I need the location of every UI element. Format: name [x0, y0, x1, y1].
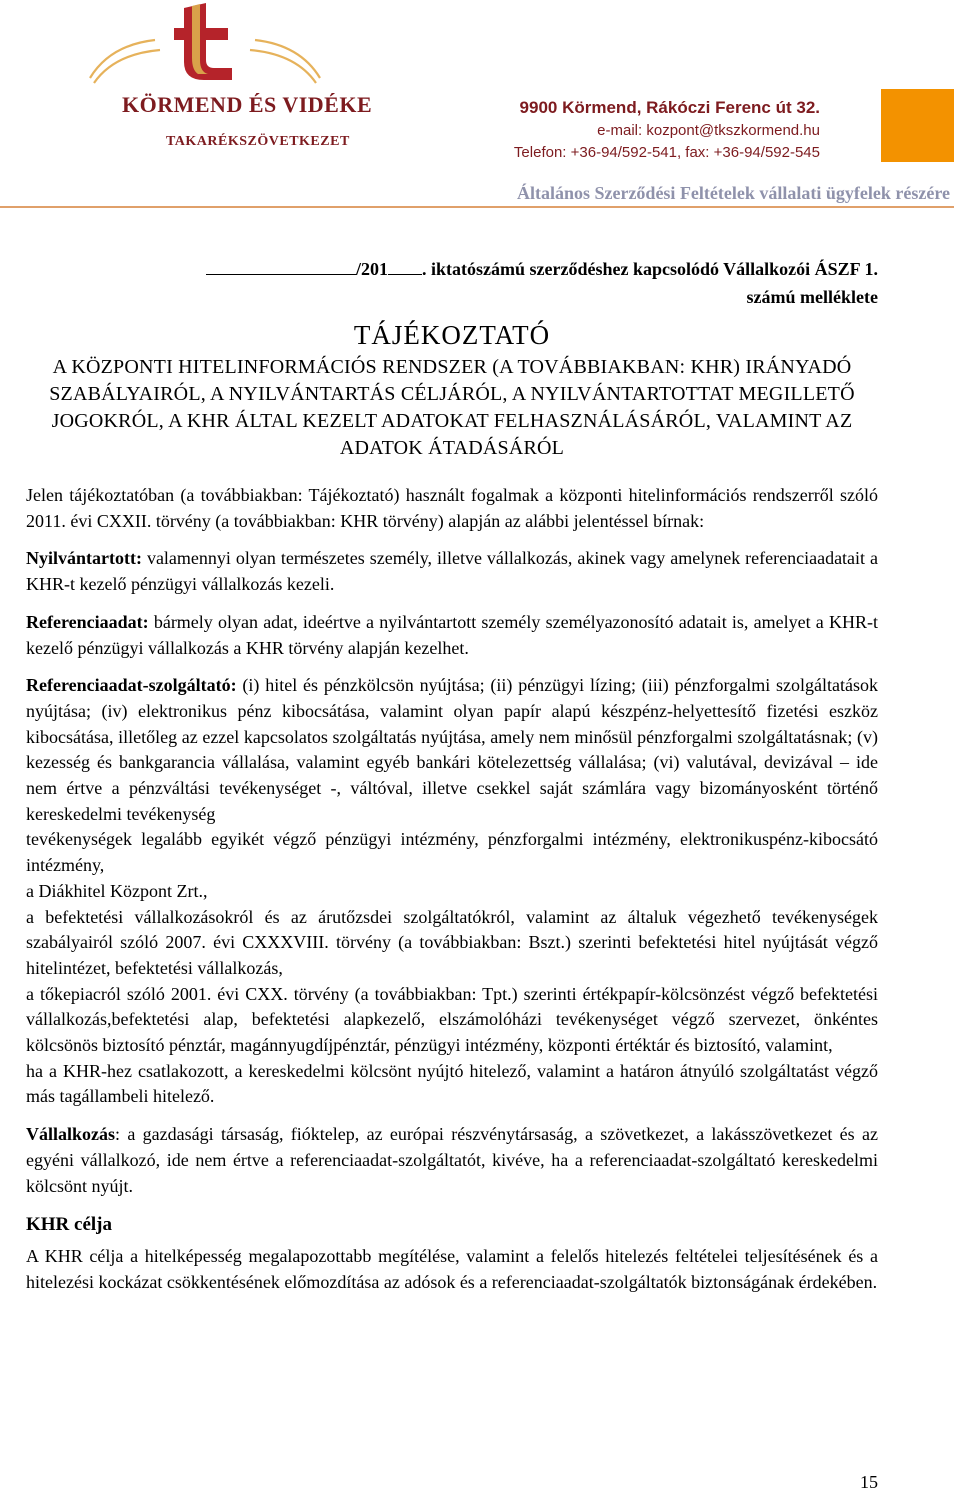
- definition-text: : a gazdasági társaság, fióktelep, az európai részvénytársaság, a szövetkezet, a lakásszövetkezet és az egyéni vállalkozó, ide nem értve a referenciaadat-szolgáltatót, kivéve, ha a referenciaadat-szolgáltató kereskedelmi kölcsönt nyújt.: [26, 1124, 878, 1196]
- definition-line: a tőkepiacról szóló 2001. évi CXX. törvény (a továbbiakban: Tpt.) szerinti értékpapír-kölcsönzést végző befektetési vállalkozás,befektetési alap, befektetési alapkezelő, elszámolóházi tevékenységet végző szervezet, önkéntes kölcsönös biztosító pénztár, magánnyugdíjpénztár, pénzügyi intézmény, központi értéktár és biztosító, valamint,: [26, 983, 878, 1056]
- definition-referenciaadat-szolgaltato: [26, 673, 878, 827]
- document-body: [26, 483, 878, 1296]
- definition-nyilvantartott: [26, 546, 878, 597]
- reference-year: /201: [355, 259, 388, 279]
- document-title: TÁJÉKOZTATÓ: [353, 320, 551, 350]
- definition-term: Referenciaadat:: [26, 611, 149, 632]
- definition-term: Vállalkozás: [26, 1124, 116, 1145]
- email: e-mail: kozpont@tkszkormend.hu: [597, 122, 820, 139]
- reference-text: . iktatószámú szerződéshez kapcsolódó Vállalkozói ÁSZF 1.: [421, 259, 878, 279]
- definition-line: a befektetési vállalkozásokról és az árutőzsdei szolgáltatókról, valamint az általuk végezhető tevékenységek szabályairól szóló 2007. évi CXXXVIII. törvény (a továbbiakban: Bszt.) szerinti befektetési hitel nyújtását végző hitelintézet, befektetési vállalkozás,: [26, 906, 878, 978]
- header-subtitle: Általános Szerződési Feltételek vállalati ügyfelek részére: [516, 183, 950, 203]
- definition-term: Nyilvántartott:: [26, 548, 142, 569]
- section-paragraph: A KHR célja a hitelképesség megalapozottabb megítélése, valamint a felelős hitelezés feltételei teljesítésének és a hitelezési kockázat csökkentésének előmozdítása az adósok és a referenciaadat-szolgáltatók biztonságának érdekében.: [26, 1246, 878, 1292]
- logo-emblem-icon: [80, 0, 340, 95]
- logo: [60, 0, 373, 160]
- definition-text: bármely olyan adat, ideértve a nyilvántartott személy személyazonosító adatait is, amelyet a KHR-t kezelő pénzügyi vállalkozás a KHR törvény alapján kezelhet.: [26, 611, 878, 658]
- definition-vallalkozas: [26, 1122, 878, 1199]
- definition-referenciaadat: [26, 610, 878, 661]
- page-number: 15: [860, 1472, 878, 1492]
- definition-line: ha a KHR-hez csatlakozott, a kereskedelmi kölcsönt nyújtó hitelező, valamint a határon átnyúló szolgáltatást végző más tagállambeli hitelező.: [26, 1060, 878, 1107]
- blank-field: [388, 258, 422, 275]
- phone-fax: Telefon: +36-94/592-541, fax: +36-94/592-545: [513, 144, 820, 161]
- brand-name: KÖRMEND ÉS VIDÉKE: [122, 92, 373, 117]
- section-heading: KHR célja: [26, 1214, 113, 1236]
- blank-field: [206, 258, 356, 275]
- address: 9900 Körmend, Rákóczi Ferenc út 32.: [519, 98, 820, 117]
- definition-line: a Diákhitel Központ Zrt.,: [26, 880, 208, 901]
- reference-line: [206, 258, 878, 280]
- definition-text: (i) hitel és pénzkölcsön nyújtása; (ii) pénzügyi lízing; (iii) pénzforgalmi szolgáltatások nyújtása; (iv) elektronikus pénz kibocsátása, valamint olyan papír alapú készpénz-helyettesítő fizetési eszköz kibocsátása, illetőleg az ezzel kapcsolatos szolgáltatás nyújtása, amely nem minősül pénzforgalmi szolgáltatásnak; (v) kezesség és bankgarancia vállalása, valamint egyéb bankári kötelezettség vállalása; (vi) valutával, devizával – ide nem értve a pénzváltási tevékenységet -, váltóval, illetve csekkel saját számlára vagy bizományosként történő kereskedelmi tevékenység: [26, 675, 878, 824]
- intro-paragraph: Jelen tájékoztatóban (a továbbiakban: Tájékoztató) használt fogalmak a központi hitelinformációs rendszerről szóló 2011. évi CXXII. törvény (a továbbiakban: KHR törvény) alapján az alábbi jelentéssel bírnak:: [26, 485, 878, 531]
- header-divider: [0, 206, 954, 208]
- definition-line: tevékenységek legalább egyikét végző pénzügyi intézmény, pénzforgalmi intézmény, elektronikuspénz-kibocsátó intézmény,: [26, 829, 878, 876]
- definition-term: Referenciaadat-szolgáltató:: [26, 675, 237, 696]
- contact-block: [514, 96, 820, 164]
- definition-text: valamennyi olyan természetes személy, illetve vállalkozás, akinek vagy amelynek referenciaadatait a KHR-t kezelő pénzügyi vállalkozás kezeli.: [26, 548, 878, 595]
- reference-line-2: számú melléklete: [746, 287, 878, 307]
- brand-subname: TAKARÉKSZÖVETKEZET: [166, 134, 350, 149]
- decorative-square: [881, 89, 954, 162]
- document-subtitle: A KÖZPONTI HITELINFORMÁCIÓS RENDSZER (A TOVÁBBIAKBAN: KHR) IRÁNYADÓ SZABÁLYAIRÓL, A NYILVÁNTARTÁS CÉLJÁRÓL, A NYILVÁNTARTOTTAT MEGILLETŐ JOGOKRÓL, A KHR ÁLTAL KEZELT ADATOKAT FELHASZNÁLÁSÁRÓL, VALAMINT AZ ADATOK ÁTADÁSÁRÓL: [49, 356, 855, 459]
